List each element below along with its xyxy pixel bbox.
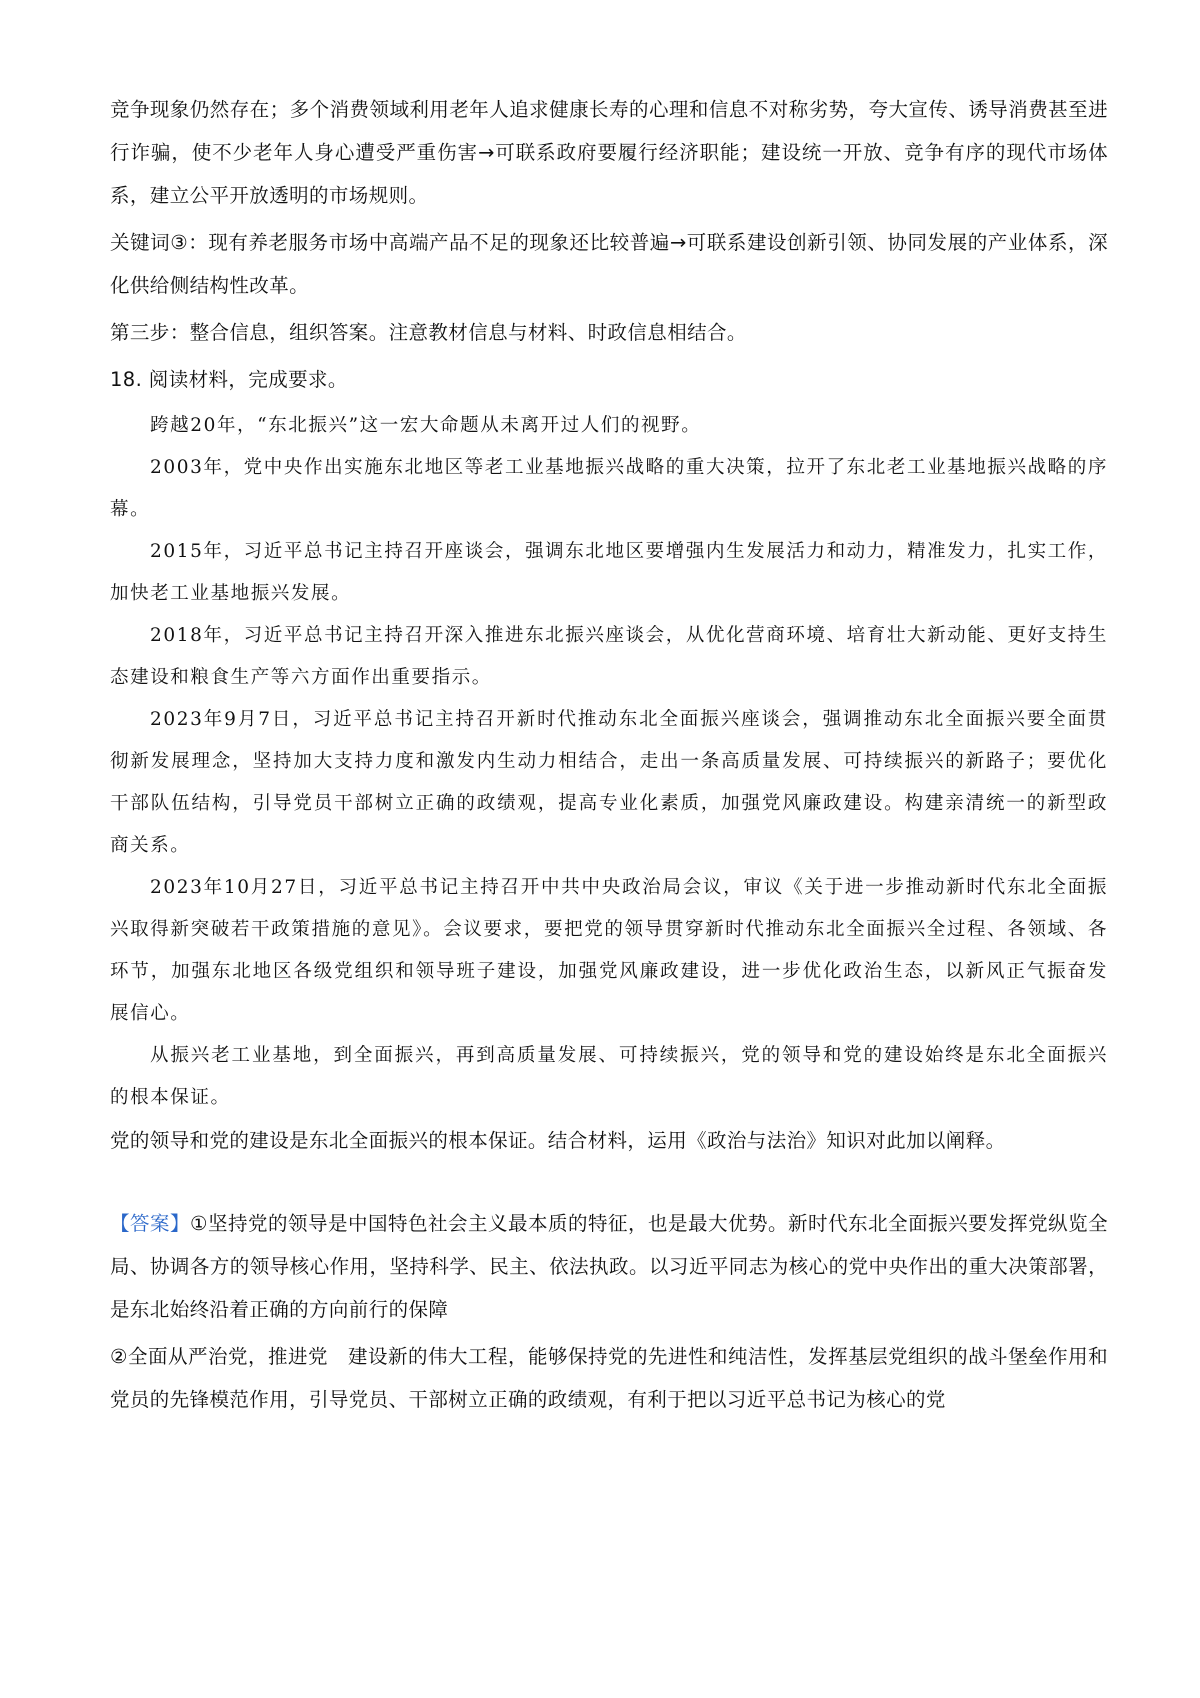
material-paragraph: 2023年10月27日，习近平总书记主持召开中共中央政治局会议，审议《关于进一步推动新时代东北全面振兴取得新突破若干政策措施的意见》。会议要求，要把党的领导贯穿新时代推动东北全面振兴全过程、各领域、各环节，加强东北地区各级党组织和领导班子建设，加强党风廉政建设，进一步优化政治生态，以新风正气振奋发展信心。: [110, 877, 1108, 1024]
analysis-paragraph-1: 竞争现象仍然存在；多个消费领域利用老年人追求健康长寿的心理和信息不对称劣势，夸大宣传、诱导消费甚至进行诈骗，使不少老年人身心遭受严重伤害→可联系政府要履行经济职能；建设统一开放、竞争有序的现代市场体系，建立公平开放透明的市场规则。: [110, 98, 1108, 207]
answer-point-1-text: ①坚持党的领导是中国特色社会主义最本质的特征，也是最大优势。新时代东北全面振兴要发挥党纵览全局、协调各方的领导核心作用，坚持科学、民主、依法执政。以习近平同志为核心的党中央作出的重大决策部署，是东北始终沿着正确的方向前行的保障: [110, 1212, 1108, 1321]
answer-point-1: [110, 1202, 1108, 1331]
answer-point-2: ②全面从严治党，推进党 建设新的伟大工程，能够保持党的先进性和纯洁性，发挥基层党组织的战斗堡垒作用和党员的先锋模范作用，引导党员、干部树立正确的政绩观，有利于把以习近平总书记为核心的党: [110, 1345, 1108, 1411]
question-requirement: 党的领导和党的建设是东北全面振兴的根本保证。结合材料，运用《政治与法治》知识对此加以阐释。: [110, 1129, 1006, 1152]
analysis-keyword-3: 关键词③：现有养老服务市场中高端产品不足的现象还比较普遍→可联系建设创新引领、协同发展的产业体系，深化供给侧结构性改革。: [110, 231, 1108, 297]
material-paragraph: 2015年，习近平总书记主持召开座谈会，强调东北地区要增强内生发展活力和动力，精准发力，扎实工作，加快老工业基地振兴发展。: [110, 541, 1108, 604]
material-paragraph: 从振兴老工业基地，到全面振兴，再到高质量发展、可持续振兴，党的领导和党的建设始终是东北全面振兴的根本保证。: [110, 1045, 1108, 1108]
question-heading: 18. 阅读材料，完成要求。: [110, 368, 348, 391]
material-paragraph: 2003年，党中央作出实施东北地区等老工业基地振兴战略的重大决策，拉开了东北老工业基地振兴战略的序幕。: [110, 457, 1108, 520]
material-paragraph: 2023年9月7日，习近平总书记主持召开新时代推动东北全面振兴座谈会，强调推动东北全面振兴要全面贯彻新发展理念，坚持加大支持力度和激发内生动力相结合，走出一条高质量发展、可持续振兴的新路子；要优化干部队伍结构，引导党员干部树立正确的政绩观，提高专业化素质，加强党风廉政建设。构建亲清统一的新型政商关系。: [110, 709, 1108, 856]
material-paragraph: 2018年，习近平总书记主持召开深入推进东北振兴座谈会，从优化营商环境、培育壮大新动能、更好支持生态建设和粮食生产等六方面作出重要指示。: [110, 625, 1108, 688]
analysis-step-3: 第三步：整合信息，组织答案。注意教材信息与材料、时政信息相结合。: [110, 321, 747, 344]
material-paragraph: 跨越20年，“东北振兴”这一宏大命题从未离开过人们的视野。: [150, 415, 702, 436]
answer-label: 【答案】: [110, 1212, 191, 1235]
